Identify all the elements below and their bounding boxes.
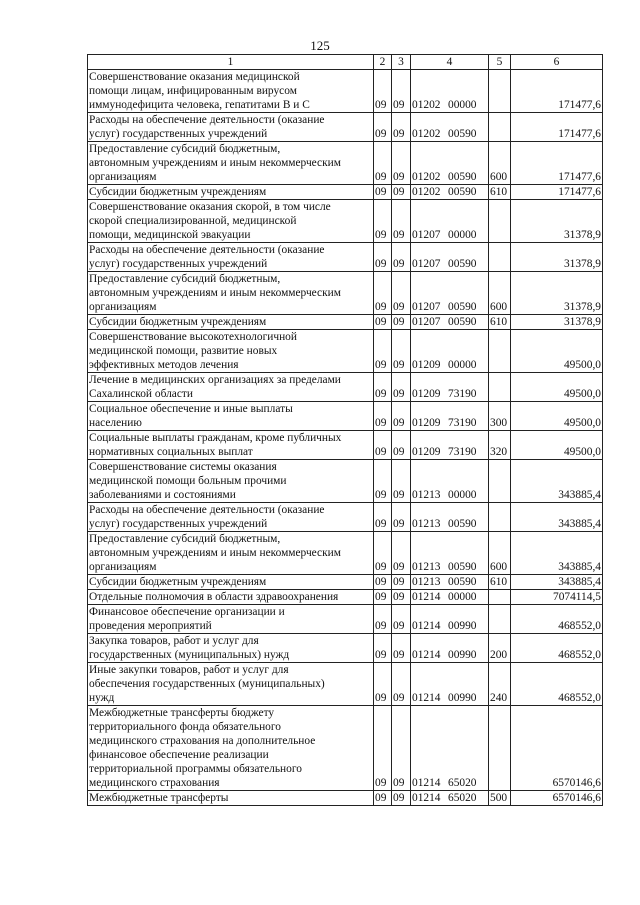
row-expense-type: 610 — [489, 575, 511, 590]
row-amount: 171477,6 — [511, 185, 603, 200]
row-expense-type: 320 — [489, 431, 511, 460]
target-code-direction: 00000 — [448, 99, 477, 111]
row-name: Предоставление субсидий бюджетным, автономным учреждениям и иным некоммерческим организациям — [88, 142, 374, 185]
page-number: 125 — [310, 38, 330, 53]
row-expense-type: 500 — [489, 791, 511, 806]
row-name: Совершенствование оказания скорой, в том числе скорой специализированной, медицинской помощи, медицинской эвакуации — [88, 200, 374, 243]
row-subsection-code: 09 — [392, 590, 411, 605]
row-amount: 343885,4 — [511, 460, 603, 503]
row-target-code — [411, 330, 489, 373]
row-name: Субсидии бюджетным учреждениям — [88, 185, 374, 200]
row-amount: 49500,0 — [511, 373, 603, 402]
target-code-program: 01214 — [412, 692, 441, 704]
table-row — [88, 791, 603, 806]
row-name: Межбюджетные трансферты бюджету территориального фонда обязательного медицинского страхования на дополнительное финансовое обеспечение реализации территориальной программы обязательного медицинского страхования — [88, 706, 374, 791]
target-code-direction: 00000 — [448, 591, 477, 603]
budget-table — [87, 54, 603, 806]
row-expense-type — [489, 330, 511, 373]
target-code-direction: 00590 — [448, 258, 477, 270]
row-name: Социальное обеспечение и иные выплаты населению — [88, 402, 374, 431]
target-code-direction: 00590 — [448, 576, 477, 588]
table-row — [88, 634, 603, 663]
row-subsection-code: 09 — [392, 373, 411, 402]
row-amount: 31378,9 — [511, 200, 603, 243]
target-code-program: 01207 — [412, 301, 441, 313]
row-name: Совершенствование высокотехнологичной медицинской помощи, развитие новых эффективных методов лечения — [88, 330, 374, 373]
target-code-program: 01209 — [412, 388, 441, 400]
target-code-program: 01209 — [412, 446, 441, 458]
row-target-code — [411, 243, 489, 272]
row-section-code: 09 — [374, 590, 392, 605]
row-target-code — [411, 532, 489, 575]
row-section-code: 09 — [374, 791, 392, 806]
table-row — [88, 243, 603, 272]
target-code-program: 01207 — [412, 229, 441, 241]
target-code-program: 01213 — [412, 576, 441, 588]
target-code-program: 01202 — [412, 171, 441, 183]
header-col-3: 3 — [392, 55, 411, 70]
row-subsection-code: 09 — [392, 142, 411, 185]
row-subsection-code: 09 — [392, 402, 411, 431]
row-section-code: 09 — [374, 431, 392, 460]
row-expense-type: 240 — [489, 663, 511, 706]
header-col-2: 2 — [374, 55, 392, 70]
row-subsection-code: 09 — [392, 330, 411, 373]
row-amount: 468552,0 — [511, 663, 603, 706]
row-section-code: 09 — [374, 706, 392, 791]
table-row — [88, 663, 603, 706]
row-target-code — [411, 503, 489, 532]
row-subsection-code: 09 — [392, 503, 411, 532]
row-amount: 6570146,6 — [511, 791, 603, 806]
row-expense-type: 600 — [489, 142, 511, 185]
table-row — [88, 402, 603, 431]
row-amount: 343885,4 — [511, 532, 603, 575]
row-amount: 31378,9 — [511, 272, 603, 315]
row-expense-type — [489, 70, 511, 113]
row-name: Отдельные полномочия в области здравоохранения — [88, 590, 374, 605]
target-code-direction: 00000 — [448, 359, 477, 371]
table-row — [88, 605, 603, 634]
target-code-program: 01213 — [412, 561, 441, 573]
target-code-direction: 73190 — [448, 446, 477, 458]
row-section-code: 09 — [374, 605, 392, 634]
row-expense-type: 200 — [489, 634, 511, 663]
row-expense-type — [489, 590, 511, 605]
row-expense-type: 610 — [489, 185, 511, 200]
target-code-direction: 00000 — [448, 489, 477, 501]
target-code-program: 01207 — [412, 316, 441, 328]
row-name: Финансовое обеспечение организации и проведения мероприятий — [88, 605, 374, 634]
row-name: Закупка товаров, работ и услуг для государственных (муниципальных) нужд — [88, 634, 374, 663]
target-code-direction: 00590 — [448, 186, 477, 198]
row-target-code — [411, 402, 489, 431]
target-code-program: 01214 — [412, 591, 441, 603]
target-code-direction: 00590 — [448, 561, 477, 573]
row-name: Расходы на обеспечение деятельности (оказание услуг) государственных учреждений — [88, 503, 374, 532]
row-section-code: 09 — [374, 634, 392, 663]
row-section-code: 09 — [374, 402, 392, 431]
header-col-1: 1 — [88, 55, 374, 70]
row-section-code: 09 — [374, 200, 392, 243]
target-code-direction: 00590 — [448, 128, 477, 140]
row-section-code: 09 — [374, 373, 392, 402]
target-code-program: 01202 — [412, 186, 441, 198]
target-code-direction: 65020 — [448, 777, 477, 789]
row-expense-type — [489, 373, 511, 402]
row-section-code: 09 — [374, 532, 392, 575]
row-section-code: 09 — [374, 113, 392, 142]
row-target-code — [411, 272, 489, 315]
row-expense-type — [489, 113, 511, 142]
target-code-program: 01214 — [412, 649, 441, 661]
row-subsection-code: 09 — [392, 70, 411, 113]
row-section-code: 09 — [374, 70, 392, 113]
row-subsection-code: 09 — [392, 575, 411, 590]
table-header-row — [88, 55, 603, 70]
target-code-program: 01202 — [412, 128, 441, 140]
row-amount: 6570146,6 — [511, 706, 603, 791]
target-code-direction: 00000 — [448, 229, 477, 241]
row-amount: 171477,6 — [511, 70, 603, 113]
table-row — [88, 272, 603, 315]
row-target-code — [411, 605, 489, 634]
table-row — [88, 373, 603, 402]
row-target-code — [411, 663, 489, 706]
row-expense-type — [489, 706, 511, 791]
row-amount: 343885,4 — [511, 575, 603, 590]
row-section-code: 09 — [374, 503, 392, 532]
row-target-code — [411, 70, 489, 113]
row-expense-type — [489, 605, 511, 634]
target-code-direction: 73190 — [448, 388, 477, 400]
target-code-direction: 00990 — [448, 692, 477, 704]
row-name: Предоставление субсидий бюджетным, автономным учреждениям и иным некоммерческим организациям — [88, 532, 374, 575]
row-target-code — [411, 315, 489, 330]
target-code-program: 01214 — [412, 620, 441, 632]
row-section-code: 09 — [374, 315, 392, 330]
row-subsection-code: 09 — [392, 460, 411, 503]
row-expense-type — [489, 243, 511, 272]
row-subsection-code: 09 — [392, 185, 411, 200]
row-expense-type — [489, 200, 511, 243]
row-subsection-code: 09 — [392, 663, 411, 706]
table-row — [88, 503, 603, 532]
row-subsection-code: 09 — [392, 634, 411, 663]
row-subsection-code: 09 — [392, 605, 411, 634]
row-target-code — [411, 590, 489, 605]
row-subsection-code: 09 — [392, 431, 411, 460]
row-name: Субсидии бюджетным учреждениям — [88, 575, 374, 590]
target-code-program: 01202 — [412, 99, 441, 111]
row-amount: 49500,0 — [511, 402, 603, 431]
row-target-code — [411, 791, 489, 806]
row-name: Лечение в медицинских организациях за пределами Сахалинской области — [88, 373, 374, 402]
row-subsection-code: 09 — [392, 113, 411, 142]
row-name: Расходы на обеспечение деятельности (оказание услуг) государственных учреждений — [88, 113, 374, 142]
table-row — [88, 70, 603, 113]
row-expense-type — [489, 503, 511, 532]
row-target-code — [411, 706, 489, 791]
table-row — [88, 315, 603, 330]
table-row — [88, 590, 603, 605]
row-subsection-code: 09 — [392, 706, 411, 791]
table-row — [88, 431, 603, 460]
target-code-direction: 73190 — [448, 417, 477, 429]
table-row — [88, 706, 603, 791]
row-section-code: 09 — [374, 272, 392, 315]
row-target-code — [411, 185, 489, 200]
table-row — [88, 185, 603, 200]
target-code-direction: 00590 — [448, 518, 477, 530]
row-subsection-code: 09 — [392, 243, 411, 272]
row-amount: 49500,0 — [511, 330, 603, 373]
table-row — [88, 460, 603, 503]
row-target-code — [411, 373, 489, 402]
row-subsection-code: 09 — [392, 272, 411, 315]
row-section-code: 09 — [374, 185, 392, 200]
header-col-5: 5 — [489, 55, 511, 70]
target-code-program: 01213 — [412, 518, 441, 530]
row-amount: 468552,0 — [511, 634, 603, 663]
row-name: Иные закупки товаров, работ и услуг для обеспечения государственных (муниципальных) нужд — [88, 663, 374, 706]
row-target-code — [411, 142, 489, 185]
row-target-code — [411, 431, 489, 460]
target-code-direction: 00990 — [448, 620, 477, 632]
row-subsection-code: 09 — [392, 315, 411, 330]
row-expense-type: 610 — [489, 315, 511, 330]
table-row — [88, 330, 603, 373]
target-code-program: 01213 — [412, 489, 441, 501]
target-code-direction: 00590 — [448, 171, 477, 183]
row-name: Предоставление субсидий бюджетным, автономным учреждениям и иным некоммерческим организациям — [88, 272, 374, 315]
table-row — [88, 575, 603, 590]
row-section-code: 09 — [374, 663, 392, 706]
row-expense-type: 600 — [489, 532, 511, 575]
target-code-direction: 00990 — [448, 649, 477, 661]
row-expense-type — [489, 460, 511, 503]
row-expense-type: 600 — [489, 272, 511, 315]
row-amount: 343885,4 — [511, 503, 603, 532]
row-section-code: 09 — [374, 330, 392, 373]
target-code-direction: 00590 — [448, 316, 477, 328]
row-name: Межбюджетные трансферты — [88, 791, 374, 806]
row-section-code: 09 — [374, 243, 392, 272]
row-amount: 7074114,5 — [511, 590, 603, 605]
row-section-code: 09 — [374, 460, 392, 503]
table-row — [88, 200, 603, 243]
row-target-code — [411, 575, 489, 590]
row-subsection-code: 09 — [392, 791, 411, 806]
header-col-6: 6 — [511, 55, 603, 70]
row-amount: 171477,6 — [511, 113, 603, 142]
row-amount: 31378,9 — [511, 243, 603, 272]
target-code-program: 01209 — [412, 417, 441, 429]
row-section-code: 09 — [374, 575, 392, 590]
row-name: Совершенствование оказания медицинской помощи лицам, инфицированным вирусом иммунодефицита человека, гепатитами В и С — [88, 70, 374, 113]
row-amount: 468552,0 — [511, 605, 603, 634]
row-amount: 31378,9 — [511, 315, 603, 330]
target-code-program: 01207 — [412, 258, 441, 270]
table-row — [88, 113, 603, 142]
row-subsection-code: 09 — [392, 200, 411, 243]
row-section-code: 09 — [374, 142, 392, 185]
row-target-code — [411, 634, 489, 663]
target-code-direction: 00590 — [448, 301, 477, 313]
target-code-program: 01214 — [412, 777, 441, 789]
row-subsection-code: 09 — [392, 532, 411, 575]
row-name: Расходы на обеспечение деятельности (оказание услуг) государственных учреждений — [88, 243, 374, 272]
row-target-code — [411, 460, 489, 503]
row-name: Социальные выплаты гражданам, кроме публичных нормативных социальных выплат — [88, 431, 374, 460]
row-name: Субсидии бюджетным учреждениям — [88, 315, 374, 330]
row-target-code — [411, 113, 489, 142]
target-code-program: 01209 — [412, 359, 441, 371]
row-name: Совершенствование системы оказания медицинской помощи больным прочими заболеваниями и состояниями — [88, 460, 374, 503]
table-row — [88, 532, 603, 575]
target-code-direction: 65020 — [448, 792, 477, 804]
row-amount: 171477,6 — [511, 142, 603, 185]
row-target-code — [411, 200, 489, 243]
row-amount: 49500,0 — [511, 431, 603, 460]
table-row — [88, 142, 603, 185]
target-code-program: 01214 — [412, 792, 441, 804]
row-expense-type: 300 — [489, 402, 511, 431]
header-col-4: 4 — [411, 55, 489, 70]
